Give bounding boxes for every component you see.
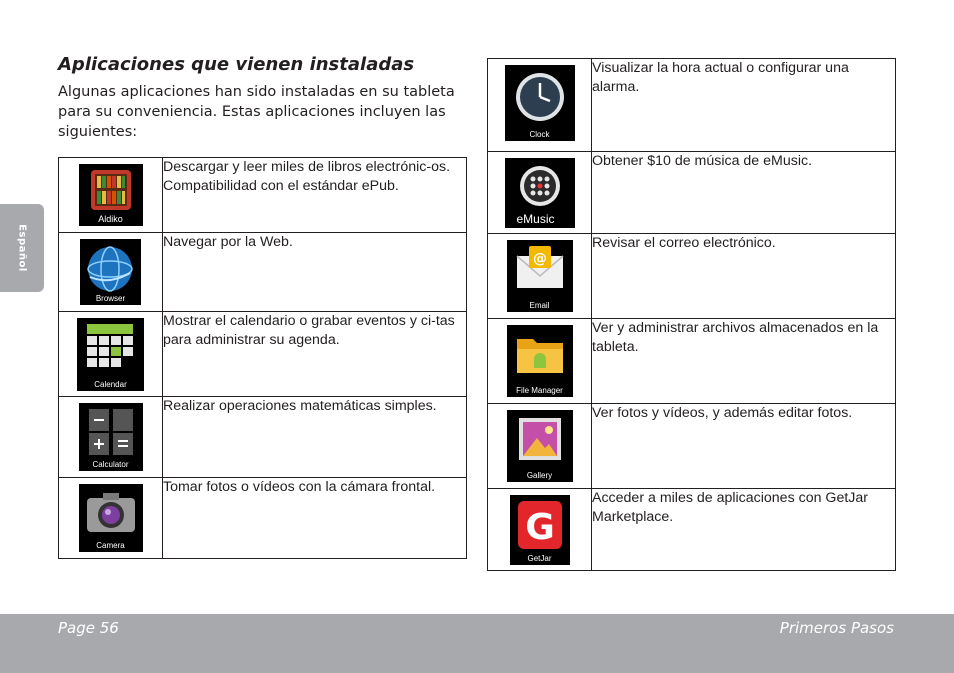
app-icon-cell [488, 319, 592, 404]
calculator-icon [79, 403, 143, 471]
app-icon-cell [59, 478, 163, 559]
intro-paragraph: Algunas aplicaciones han sido instaladas en su tableta para su conveniencia. Estas aplicaciones incluyen las siguientes: [58, 84, 455, 140]
app-icon-cell [59, 158, 163, 233]
app-icon-label: Email [529, 301, 550, 310]
app-icon-cell [59, 233, 163, 312]
file-manager-folder-icon [507, 325, 573, 397]
app-icon-label: Calculator [92, 460, 129, 469]
language-side-tab [0, 204, 44, 292]
app-icon-label: Gallery [526, 471, 553, 480]
app-icon-cell [488, 234, 592, 319]
app-icon-cell [488, 404, 592, 489]
left-apps-table [58, 157, 467, 559]
clock-icon [505, 65, 575, 141]
app-icon-label: File Manager [516, 386, 563, 395]
page-footer [0, 614, 954, 673]
app-row-calculator [59, 397, 467, 478]
app-description: Acceder a miles de aplicaciones con GetJar Marketplace. [592, 489, 896, 571]
app-description: Obtener $10 de música de eMusic. [592, 152, 896, 234]
app-description: Navegar por la Web. [163, 233, 467, 312]
app-icon-cell [488, 152, 592, 234]
camera-icon [79, 484, 143, 552]
app-icon-cell [488, 489, 592, 571]
svg-text:@: @ [532, 251, 547, 267]
app-icon-label: Camera [96, 541, 125, 550]
app-icon-label: eMusic [516, 212, 555, 226]
app-description: Ver y administrar archivos almacenados en la tableta. [592, 319, 896, 404]
app-row-file-manager [488, 319, 896, 404]
app-icon-label: Aldiko [98, 214, 123, 224]
calendar-icon [77, 318, 144, 391]
browser-globe-icon [80, 239, 141, 305]
app-description: Tomar fotos o vídeos con la cámara frontal. [163, 478, 467, 559]
app-icon-cell [59, 397, 163, 478]
right-apps-table [487, 58, 896, 571]
gallery-icon [507, 410, 573, 482]
app-icon-label: GetJar [527, 554, 552, 563]
app-row-gallery [488, 404, 896, 489]
email-envelope-icon [507, 240, 573, 312]
svg-text:G: G [524, 507, 555, 548]
emusic-icon [505, 158, 575, 228]
page-number: Page 56 [58, 619, 119, 637]
language-side-tab-label: Español [16, 224, 28, 272]
app-row-camera [59, 478, 467, 559]
app-description: Revisar el correo electrónico. [592, 234, 896, 319]
app-description: Visualizar la hora actual o configurar una alarma. [592, 59, 896, 152]
section-name: Primeros Pasos [779, 619, 894, 637]
app-row-getjar [488, 489, 896, 571]
app-row-email [488, 234, 896, 319]
getjar-icon [510, 495, 570, 565]
app-icon-cell [59, 312, 163, 397]
app-description: Descargar y leer miles de libros electrónic-os. Compatibilidad con el estándar ePub. [163, 158, 467, 233]
app-description: Mostrar el calendario o grabar eventos y ci-tas para administrar su agenda. [163, 312, 467, 397]
app-description: Realizar operaciones matemáticas simples. [163, 397, 467, 478]
app-row-aldiko [59, 158, 467, 233]
app-row-calendar [59, 312, 467, 397]
aldiko-bookshelf-icon [79, 164, 143, 226]
app-icon-label: Clock [529, 130, 550, 139]
app-icon-label: Browser [95, 294, 126, 303]
app-row-clock [488, 59, 896, 152]
section-heading: Aplicaciones que vienen instaladas [58, 54, 415, 75]
app-row-browser [59, 233, 467, 312]
app-icon-cell [488, 59, 592, 152]
app-description: Ver fotos y vídeos, y además editar fotos. [592, 404, 896, 489]
app-row-emusic [488, 152, 896, 234]
app-icon-label: Calendar [94, 380, 127, 389]
